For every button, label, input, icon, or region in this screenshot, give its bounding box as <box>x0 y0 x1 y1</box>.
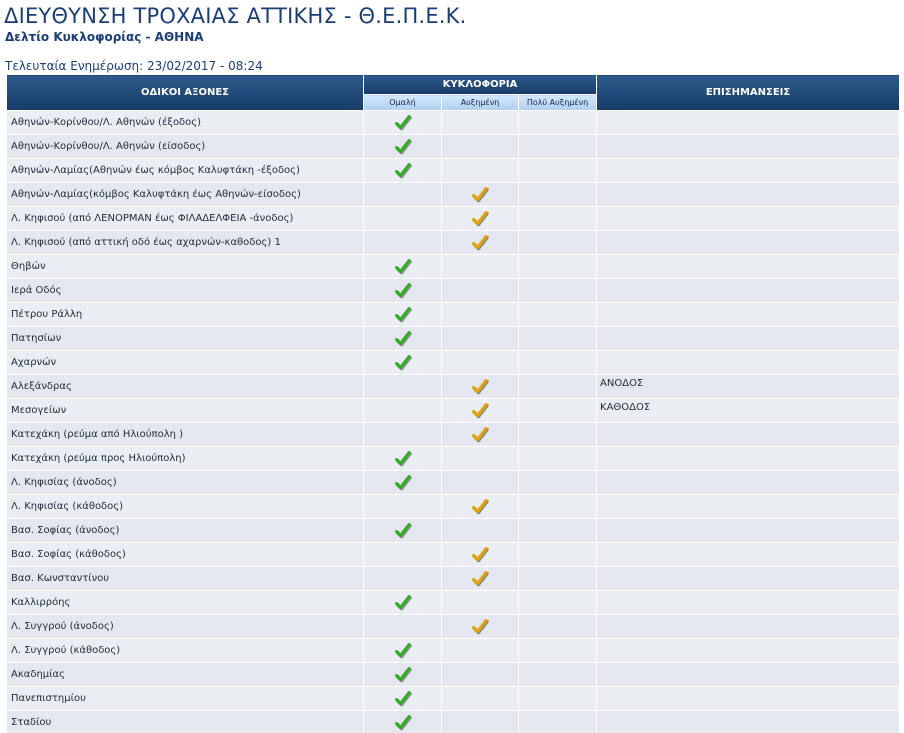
table-row <box>7 519 900 543</box>
status-cell-normal <box>364 567 442 591</box>
status-cell-very-increased <box>519 327 597 351</box>
status-cell-normal <box>364 279 442 303</box>
status-cell-very-increased <box>519 471 597 495</box>
status-cell-normal <box>364 519 442 543</box>
status-cell-normal <box>364 615 442 639</box>
road-name: Λ. Κηφισού (από ΛΕΝΟΡΜΑΝ έως ΦΙΛΑΔΕΛΦΕΙΑ -άνοδος) <box>7 207 364 231</box>
note-cell <box>597 231 900 255</box>
orange-check-icon <box>471 379 489 395</box>
road-name: Καλλιρρόης <box>7 591 364 615</box>
orange-check-icon <box>471 547 489 563</box>
status-cell-increased <box>442 135 519 159</box>
status-cell-increased <box>442 399 519 423</box>
table-row <box>7 663 900 687</box>
green-check-icon <box>394 139 412 155</box>
status-cell-normal <box>364 711 442 733</box>
status-cell-increased <box>442 327 519 351</box>
last-update-text: Τελευταία Ενημέρωση: 23/02/2017 - 08:24 <box>5 59 263 73</box>
status-cell-increased <box>442 567 519 591</box>
status-cell-increased <box>442 423 519 447</box>
note-cell <box>597 495 900 519</box>
status-cell-very-increased <box>519 423 597 447</box>
status-cell-very-increased <box>519 159 597 183</box>
note-cell <box>597 135 900 159</box>
note-cell <box>597 615 900 639</box>
table-row <box>7 231 900 255</box>
status-cell-very-increased <box>519 135 597 159</box>
orange-check-icon <box>471 571 489 587</box>
note-cell: ΚΑΘΟΔΟΣ <box>597 399 900 423</box>
status-cell-very-increased <box>519 519 597 543</box>
table-row <box>7 471 900 495</box>
header-roads: ΟΔΙΚΟΙ ΑΞΟΝΕΣ <box>7 75 364 111</box>
green-check-icon <box>394 355 412 371</box>
status-cell-normal <box>364 687 442 711</box>
status-cell-normal <box>364 351 442 375</box>
road-name: Αθηνών-Λαμίας(κόμβος Καλυφτάκη έως Αθηνών-είσοδος) <box>7 183 364 207</box>
status-cell-increased <box>442 375 519 399</box>
road-name: Λ. Κηφισίας (άνοδος) <box>7 471 364 495</box>
status-cell-very-increased <box>519 279 597 303</box>
road-name: Αλεξάνδρας <box>7 375 364 399</box>
status-cell-increased <box>442 615 519 639</box>
green-check-icon <box>394 451 412 467</box>
green-check-icon <box>394 667 412 683</box>
note-cell <box>597 111 900 135</box>
status-cell-very-increased <box>519 231 597 255</box>
road-name: Πέτρου Ράλλη <box>7 303 364 327</box>
green-check-icon <box>394 595 412 611</box>
green-check-icon <box>394 163 412 179</box>
status-cell-very-increased <box>519 183 597 207</box>
table-row <box>7 447 900 471</box>
note-cell <box>597 447 900 471</box>
table-row <box>7 399 900 423</box>
status-cell-increased <box>442 543 519 567</box>
status-cell-very-increased <box>519 639 597 663</box>
note-cell <box>597 543 900 567</box>
note-cell <box>597 423 900 447</box>
table-row <box>7 639 900 663</box>
road-name: Μεσογείων <box>7 399 364 423</box>
status-cell-normal <box>364 639 442 663</box>
traffic-table <box>6 74 900 733</box>
traffic-rows <box>7 111 900 733</box>
subheader-increased: Αυξημένη <box>442 95 519 111</box>
table-row <box>7 495 900 519</box>
status-cell-normal <box>364 159 442 183</box>
table-row <box>7 135 900 159</box>
status-cell-very-increased <box>519 543 597 567</box>
green-check-icon <box>394 691 412 707</box>
status-cell-normal <box>364 663 442 687</box>
status-cell-very-increased <box>519 495 597 519</box>
status-cell-increased <box>442 231 519 255</box>
status-cell-increased <box>442 183 519 207</box>
table-row <box>7 615 900 639</box>
note-cell <box>597 159 900 183</box>
note-cell <box>597 519 900 543</box>
status-cell-very-increased <box>519 207 597 231</box>
orange-check-icon <box>471 235 489 251</box>
status-cell-normal <box>364 135 442 159</box>
road-name: Αθηνών-Κορίνθου/Λ. Αθηνών (είσοδος) <box>7 135 364 159</box>
status-cell-very-increased <box>519 255 597 279</box>
status-cell-increased <box>442 591 519 615</box>
status-cell-very-increased <box>519 111 597 135</box>
status-cell-very-increased <box>519 615 597 639</box>
note-cell <box>597 567 900 591</box>
table-row <box>7 111 900 135</box>
note-cell <box>597 639 900 663</box>
status-cell-normal <box>364 399 442 423</box>
note-cell <box>597 279 900 303</box>
note-cell <box>597 327 900 351</box>
road-name: Αθηνών-Κορίνθου/Λ. Αθηνών (έξοδος) <box>7 111 364 135</box>
road-name: Αθηνών-Λαμίας(Αθηνών έως κόμβος Καλυφτάκη -έξοδος) <box>7 159 364 183</box>
orange-check-icon <box>471 187 489 203</box>
table-row <box>7 327 900 351</box>
note-cell <box>597 207 900 231</box>
road-name: Λ. Κηφισίας (κάθοδος) <box>7 495 364 519</box>
road-name: Βασ. Σοφίας (κάθοδος) <box>7 543 364 567</box>
note-cell <box>597 255 900 279</box>
road-name: Αχαρνών <box>7 351 364 375</box>
green-check-icon <box>394 115 412 131</box>
road-name: Πατησίων <box>7 327 364 351</box>
subheader-normal: Ομαλή <box>364 95 442 111</box>
page-subtitle: Δελτίο Κυκλοφορίας - ΑΘΗΝΑ <box>5 30 204 44</box>
road-name: Λ. Συγγρού (άνοδος) <box>7 615 364 639</box>
orange-check-icon <box>471 403 489 419</box>
road-name: Πανεπιστημίου <box>7 687 364 711</box>
status-cell-very-increased <box>519 303 597 327</box>
road-name: Θηβών <box>7 255 364 279</box>
status-cell-very-increased <box>519 663 597 687</box>
green-check-icon <box>394 331 412 347</box>
status-cell-increased <box>442 159 519 183</box>
note-cell <box>597 687 900 711</box>
table-row <box>7 303 900 327</box>
table-row <box>7 375 900 399</box>
status-cell-normal <box>364 231 442 255</box>
status-cell-normal <box>364 111 442 135</box>
note-cell <box>597 303 900 327</box>
road-name: Κατεχάκη (ρεύμα από Ηλιούπολη ) <box>7 423 364 447</box>
green-check-icon <box>394 643 412 659</box>
status-cell-normal <box>364 327 442 351</box>
green-check-icon <box>394 475 412 491</box>
status-cell-very-increased <box>519 375 597 399</box>
road-name: Κατεχάκη (ρεύμα προς Ηλιούπολη) <box>7 447 364 471</box>
status-cell-increased <box>442 687 519 711</box>
orange-check-icon <box>471 211 489 227</box>
status-cell-normal <box>364 591 442 615</box>
status-cell-very-increased <box>519 399 597 423</box>
status-cell-very-increased <box>519 591 597 615</box>
status-cell-increased <box>442 351 519 375</box>
subheader-very-increased: Πολύ Αυξημένη <box>519 95 597 111</box>
status-cell-normal <box>364 471 442 495</box>
green-check-icon <box>394 523 412 539</box>
note-cell <box>597 663 900 687</box>
table-row <box>7 279 900 303</box>
status-cell-very-increased <box>519 711 597 733</box>
table-row <box>7 159 900 183</box>
note-cell <box>597 471 900 495</box>
status-cell-normal <box>364 495 442 519</box>
status-cell-increased <box>442 207 519 231</box>
orange-check-icon <box>471 499 489 515</box>
status-cell-normal <box>364 207 442 231</box>
road-name: Βασ. Σοφίας (άνοδος) <box>7 519 364 543</box>
green-check-icon <box>394 715 412 731</box>
road-name: Ακαδημίας <box>7 663 364 687</box>
table-row <box>7 567 900 591</box>
table-row <box>7 543 900 567</box>
page-title: ΔΙΕΥΘΥΝΣΗ ΤΡΟΧΑΙΑΣ ΑΤΤΙΚΗΣ - Θ.Ε.Π.Ε.Κ. <box>4 4 467 28</box>
note-cell <box>597 351 900 375</box>
status-cell-increased <box>442 639 519 663</box>
green-check-icon <box>394 283 412 299</box>
table-row <box>7 351 900 375</box>
road-name: Ιερά Οδός <box>7 279 364 303</box>
header-notes: ΕΠΙΣΗΜΑΝΣΕΙΣ <box>597 75 900 111</box>
status-cell-normal <box>364 423 442 447</box>
status-cell-increased <box>442 303 519 327</box>
road-name: Λ. Συγγρού (κάθοδος) <box>7 639 364 663</box>
table-row <box>7 711 900 733</box>
road-name: Λ. Κηφισού (από αττική οδό έως αχαρνών-καθοδος) 1 <box>7 231 364 255</box>
status-cell-increased <box>442 447 519 471</box>
status-cell-normal <box>364 255 442 279</box>
orange-check-icon <box>471 619 489 635</box>
status-cell-increased <box>442 519 519 543</box>
status-cell-normal <box>364 447 442 471</box>
status-cell-increased <box>442 471 519 495</box>
status-cell-increased <box>442 663 519 687</box>
road-name: Βασ. Κωνσταντίνου <box>7 567 364 591</box>
note-cell: ΑΝΟΔΟΣ <box>597 375 900 399</box>
status-cell-increased <box>442 495 519 519</box>
table-row <box>7 687 900 711</box>
note-cell <box>597 591 900 615</box>
status-cell-increased <box>442 111 519 135</box>
status-cell-normal <box>364 183 442 207</box>
road-name: Σταδίου <box>7 711 364 733</box>
green-check-icon <box>394 259 412 275</box>
status-cell-very-increased <box>519 687 597 711</box>
status-cell-very-increased <box>519 351 597 375</box>
status-cell-increased <box>442 255 519 279</box>
table-row <box>7 207 900 231</box>
status-cell-very-increased <box>519 447 597 471</box>
status-cell-very-increased <box>519 567 597 591</box>
note-cell <box>597 183 900 207</box>
table-row <box>7 423 900 447</box>
status-cell-increased <box>442 711 519 733</box>
table-row <box>7 255 900 279</box>
status-cell-increased <box>442 279 519 303</box>
header-traffic: ΚΥΚΛΟΦΟΡΙΑ <box>364 75 597 95</box>
status-cell-normal <box>364 375 442 399</box>
status-cell-normal <box>364 543 442 567</box>
table-row <box>7 183 900 207</box>
orange-check-icon <box>471 427 489 443</box>
table-row <box>7 591 900 615</box>
note-cell <box>597 711 900 733</box>
status-cell-normal <box>364 303 442 327</box>
green-check-icon <box>394 307 412 323</box>
